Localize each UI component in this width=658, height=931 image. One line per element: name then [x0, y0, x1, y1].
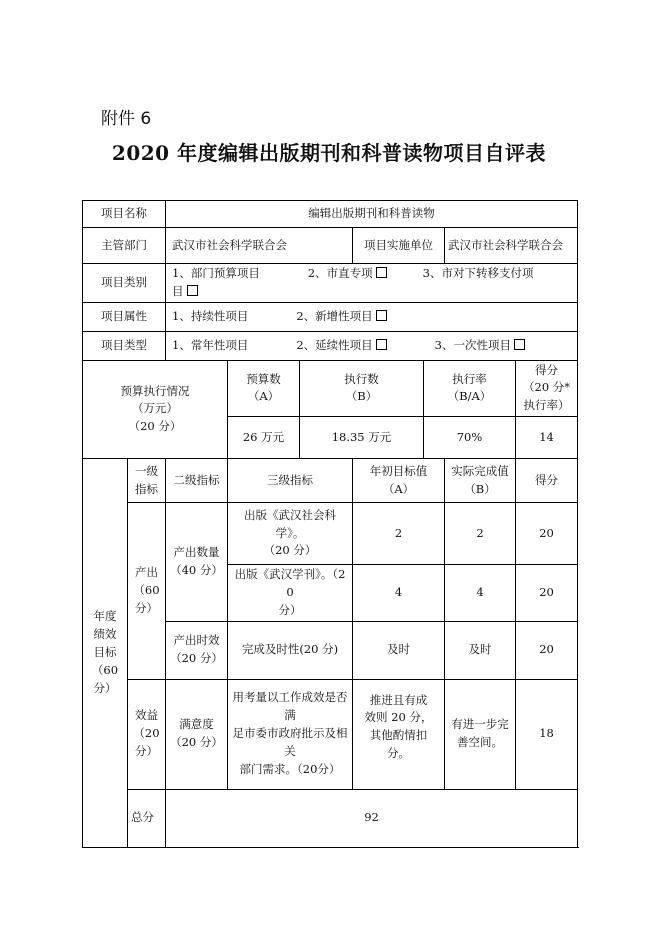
row1-l1: 出版《武汉社会科学》。	[244, 507, 336, 540]
h-level1-l1: 一级	[135, 463, 158, 478]
row1-target: 2	[353, 503, 445, 565]
row1-score: 20	[516, 503, 578, 565]
total-label: 总分	[128, 789, 166, 847]
total-row	[83, 789, 578, 847]
row4-l1: 用考量以工作成效是否满	[232, 690, 348, 723]
checkbox-icon	[187, 285, 198, 296]
row4-target-l2: 效则 20 分，	[364, 710, 433, 725]
output-l1: 产出	[135, 565, 158, 580]
attr-options	[166, 302, 578, 331]
h-level1-l2: 指标	[135, 481, 158, 496]
col-score-l2: （20 分*执行率）	[523, 380, 571, 413]
row2-desc	[228, 565, 353, 621]
row2-target: 4	[353, 565, 445, 621]
h-level2: 二级指标	[166, 459, 228, 503]
row4-l2: 足市委市政府批示及相关	[232, 726, 348, 758]
table-row	[83, 679, 578, 789]
time-l1: 产出时效	[173, 633, 220, 648]
category-option-1: 1、部门预算项目	[172, 266, 260, 280]
type-option-2: 2、延续性项目	[296, 337, 373, 352]
row4-actual-l2: 善空间。	[457, 735, 503, 749]
performance-label	[83, 459, 128, 847]
row3-target: 及时	[353, 621, 445, 679]
h-target-l1: 年初目标值	[369, 463, 428, 478]
row2-actual: 4	[445, 565, 516, 621]
col-exec-l1: 执行数	[344, 371, 379, 386]
row3-score: 20	[516, 621, 578, 679]
row4-target-l3: 其他酌情扣	[369, 728, 428, 743]
impl-text: 武汉市社会科学联合会	[448, 237, 563, 252]
row1-l2: （20 分）	[263, 543, 317, 558]
col-score-l1: 得分	[535, 362, 559, 377]
h-level3: 三级指标	[228, 459, 353, 503]
table-row	[83, 503, 578, 565]
project-name: 编辑出版期刊和科普读物	[166, 201, 578, 228]
attribute-row	[83, 302, 578, 331]
row4-target-l4: 分。	[387, 745, 410, 760]
benefit-l2: （20	[133, 726, 160, 741]
page-title: 2020 年度编辑出版期刊和科普读物项目自评表	[111, 141, 547, 165]
col-score	[516, 360, 578, 416]
h-level1	[128, 459, 166, 503]
dept-value: 武汉市社会科学联合会	[166, 228, 353, 264]
row3-desc: 完成及时性(20 分)	[228, 621, 353, 679]
row2-l1: 出版《武汉学刊》。（20	[234, 567, 346, 599]
budget-header-row	[83, 360, 578, 416]
h-actual-l2: （B）	[464, 481, 496, 496]
checkbox-icon	[376, 339, 387, 350]
attr-option-1: 1、持续性项目	[172, 308, 249, 323]
qty-l1: 产出数量	[173, 544, 220, 559]
col-exec-l2: （B）	[345, 389, 378, 404]
category-options	[166, 264, 578, 303]
qty-l2: （40 分）	[170, 562, 223, 577]
output-l2: （60	[133, 582, 160, 597]
budget-label-l2: （万元）	[132, 401, 178, 416]
perf-label-l1: 年度	[93, 609, 117, 624]
col-budget-l2: （A）	[247, 389, 280, 404]
h-actual-l1: 实际完成值	[451, 463, 509, 478]
type-options	[166, 331, 578, 360]
row4-actual	[445, 679, 516, 789]
type-option-1: 1、常年性项目	[172, 337, 249, 352]
type-option-3: 3、一次性项目	[434, 337, 511, 352]
budget-label	[83, 360, 228, 458]
project-name-label: 项目名称	[83, 201, 166, 228]
col-exec	[300, 360, 424, 416]
total-value: 92	[166, 789, 578, 847]
score-value: 14	[516, 417, 578, 459]
checkbox-icon	[376, 267, 387, 278]
h-target	[353, 459, 445, 503]
row3-actual: 及时	[445, 621, 516, 679]
perf-label-l4: （60	[91, 662, 119, 677]
department-row	[83, 228, 578, 264]
row4-target-l1: 推进且有成	[369, 692, 428, 707]
row4-score: 18	[516, 679, 578, 789]
category-row	[83, 264, 578, 303]
row4-target	[353, 679, 445, 789]
perf-label-l2: 绩效	[93, 627, 117, 642]
h-actual	[445, 459, 516, 503]
col-budget-l1: 预算数	[246, 371, 281, 386]
project-name-row	[83, 201, 578, 228]
type-row	[83, 331, 578, 360]
attr-option-2: 2、新增性项目	[296, 308, 373, 323]
h-score: 得分	[516, 459, 578, 503]
impl-value	[445, 228, 578, 264]
row2-score: 20	[516, 565, 578, 621]
satis-l1: 满意度	[179, 717, 214, 732]
row1-actual: 2	[445, 503, 516, 565]
type-label: 项目类型	[83, 331, 166, 360]
col-budget	[228, 360, 300, 416]
attachment-label: 附件 6	[101, 109, 152, 129]
rate-value: 70%	[424, 417, 516, 459]
budget-value: 26 万元	[228, 417, 300, 459]
exec-value: 18.35 万元	[300, 417, 424, 459]
row1-desc	[228, 503, 353, 565]
category-label: 项目类别	[83, 264, 166, 303]
benefit-l3: 分）	[135, 743, 158, 758]
time-label	[166, 621, 228, 679]
output-l3: 分）	[135, 600, 158, 615]
row4-l3: 部门需求。（20分）	[239, 761, 341, 776]
category-option-3-cont: 目	[172, 283, 184, 298]
satis-l2: （20 分）	[170, 735, 223, 749]
performance-header-row	[83, 459, 578, 503]
satis-label	[166, 679, 228, 789]
output-label	[128, 503, 166, 679]
time-l2: （20 分）	[170, 651, 223, 665]
col-rate	[424, 360, 516, 416]
attr-label: 项目属性	[83, 302, 166, 331]
h-target-l2: （A）	[382, 481, 415, 496]
impl-label: 项目实施单位	[353, 228, 445, 264]
benefit-label	[128, 679, 166, 789]
qty-label	[166, 503, 228, 621]
row2-l2: 分）	[278, 602, 302, 617]
category-option-2: 2、市直专项	[307, 266, 373, 280]
benefit-l1: 效益	[135, 708, 158, 723]
row4-actual-l1: 有进一步完	[451, 717, 509, 732]
row4-desc	[228, 679, 353, 789]
checkbox-icon	[376, 310, 387, 321]
col-rate-l2: （B/A）	[447, 389, 492, 404]
evaluation-table	[82, 200, 578, 848]
dept-label: 主管部门	[83, 228, 166, 264]
perf-label-l3: 目标	[93, 644, 117, 659]
budget-label-l1: 预算执行情况	[120, 383, 190, 398]
category-option-3: 3、市对下转移支付项	[422, 266, 534, 280]
col-rate-l1: 执行率	[452, 371, 487, 386]
perf-label-l5: 分）	[93, 680, 117, 695]
budget-label-l3: （20 分）	[128, 419, 182, 434]
checkbox-icon	[514, 339, 525, 350]
